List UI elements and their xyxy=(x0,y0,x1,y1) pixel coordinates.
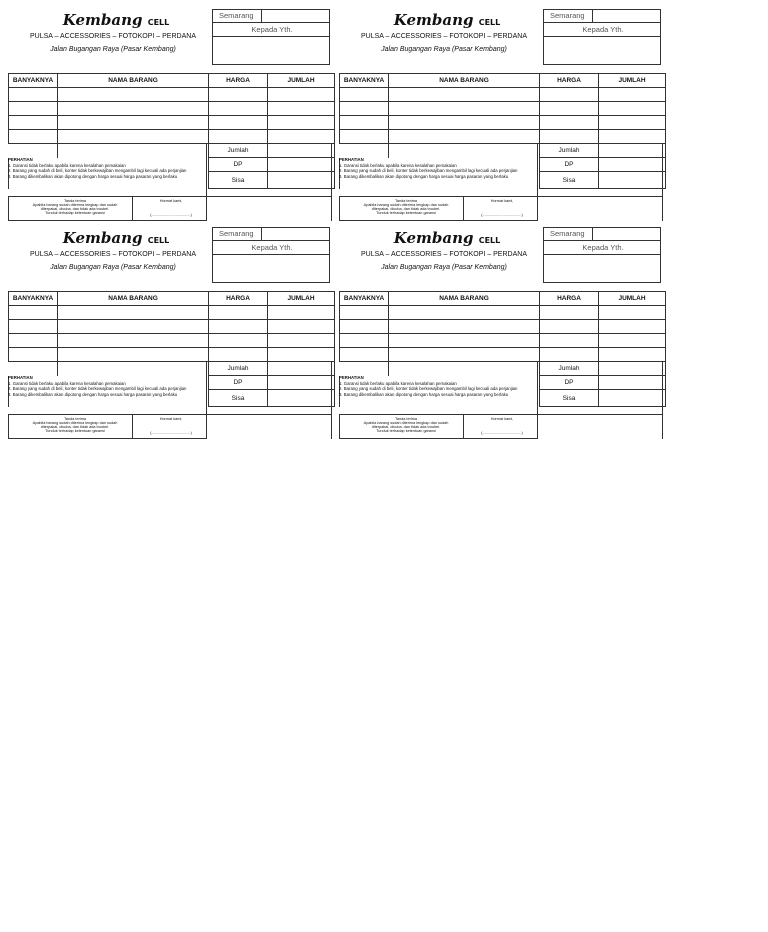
summary-total-row xyxy=(340,362,666,376)
city-label: Semarang xyxy=(550,229,585,238)
header-price: HARGA xyxy=(540,74,599,88)
city-label: Semarang xyxy=(219,11,254,20)
tagline: PULSA – ACCESSORIES – FOTOKOPI – PERDANA xyxy=(361,33,527,40)
summary-dp-label: DP xyxy=(209,158,268,172)
signature-area: Tanda terima Apabila barang sudah diterima lengkap dan sudah diterpakai, dicuba, dan tidak ada troubel. Tunduk terhadap ketentuan garansi Hormat kami, (.....................................) xyxy=(339,415,537,439)
summary-total-label: Jumlah xyxy=(209,362,268,376)
table-row[interactable] xyxy=(9,348,335,362)
table-row[interactable] xyxy=(9,320,335,334)
summary-balance-label: Sisa xyxy=(540,390,599,407)
header-price: HARGA xyxy=(209,292,268,306)
table-row[interactable] xyxy=(340,334,666,348)
to-label: Kepada Yth. xyxy=(582,25,624,34)
table-row[interactable] xyxy=(340,306,666,320)
header-name: NAMA BARANG xyxy=(389,292,540,306)
table-row[interactable] xyxy=(9,116,335,130)
recipient-box[interactable] xyxy=(212,9,330,65)
summary-balance-label: Sisa xyxy=(209,172,268,189)
header-qty: BANYAKNYA xyxy=(9,74,58,88)
tagline: PULSA – ACCESSORIES – FOTOKOPI – PERDANA xyxy=(30,251,196,258)
table-row[interactable] xyxy=(340,320,666,334)
header-price: HARGA xyxy=(540,292,599,306)
table-row[interactable] xyxy=(9,334,335,348)
recipient-box[interactable] xyxy=(543,227,661,283)
brand-logo: Kembang CELL xyxy=(62,229,170,247)
summary-total-label: Jumlah xyxy=(209,144,268,158)
header-qty: BANYAKNYA xyxy=(340,292,389,306)
header-total: JUMLAH xyxy=(268,74,335,88)
header-total: JUMLAH xyxy=(268,292,335,306)
summary-dp-label: DP xyxy=(540,376,599,390)
receipt-top-right xyxy=(339,9,663,221)
brand-logo: Kembang CELL xyxy=(62,11,170,29)
summary-balance-label: Sisa xyxy=(540,172,599,189)
address: Jalan Bugangan Raya (Pasar Kembang) xyxy=(50,264,176,271)
table-row[interactable] xyxy=(9,306,335,320)
table-row[interactable] xyxy=(9,102,335,116)
header-total: JUMLAH xyxy=(599,74,666,88)
city-label: Semarang xyxy=(550,11,585,20)
receipt-bottom-left xyxy=(8,227,332,439)
table-row[interactable] xyxy=(9,130,335,144)
city-label: Semarang xyxy=(219,229,254,238)
brand-logo: Kembang CELL xyxy=(393,229,501,247)
table-row[interactable] xyxy=(340,130,666,144)
recipient-box[interactable] xyxy=(212,227,330,283)
receipt-top-left xyxy=(8,9,332,221)
notes: PERHATIAN 1. Garansi tidak berlaku apabila karena kesalahan pemakaian 2. Barang yang sudah di beli, konter tidak berkewajiban mengambil lagi kecuali ada perjanjian 3. Barang dikembalikan akan dipotong dengan harga sesuai harga pasaran yang berlaku xyxy=(8,375,187,397)
table-row[interactable] xyxy=(340,88,666,102)
header-qty: BANYAKNYA xyxy=(9,292,58,306)
table-row[interactable] xyxy=(9,88,335,102)
summary-balance-label: Sisa xyxy=(209,390,268,407)
brand-logo: Kembang CELL xyxy=(393,11,501,29)
header-name: NAMA BARANG xyxy=(58,292,209,306)
to-label: Kepada Yth. xyxy=(251,243,293,252)
header-name: NAMA BARANG xyxy=(389,74,540,88)
summary-dp-label: DP xyxy=(540,158,599,172)
tagline: PULSA – ACCESSORIES – FOTOKOPI – PERDANA xyxy=(30,33,196,40)
address: Jalan Bugangan Raya (Pasar Kembang) xyxy=(50,46,176,53)
summary-total-row xyxy=(9,144,335,158)
header-price: HARGA xyxy=(209,74,268,88)
summary-total-row xyxy=(9,362,335,376)
receipt-bottom-right xyxy=(339,227,663,439)
notes: PERHATIAN 1. Garansi tidak berlaku apabila karena kesalahan pemakaian 2. Barang yang sudah di beli, konter tidak berkewajiban mengambil lagi kecuali ada perjanjian 3. Barang dikembalikan akan dipotong dengan harga sesuai harga pasaran yang berlaku xyxy=(339,375,518,397)
to-label: Kepada Yth. xyxy=(582,243,624,252)
address: Jalan Bugangan Raya (Pasar Kembang) xyxy=(381,264,507,271)
summary-total-row xyxy=(340,144,666,158)
header-qty: BANYAKNYA xyxy=(340,74,389,88)
tagline: PULSA – ACCESSORIES – FOTOKOPI – PERDANA xyxy=(361,251,527,258)
notes: PERHATIAN 1. Garansi tidak berlaku apabila karena kesalahan pemakaian 2. Barang yang sudah di beli, konter tidak berkewajiban mengambil lagi kecuali ada perjanjian 3. Barang dikembalikan akan dipotong dengan harga sesuai harga pasaran yang berlaku xyxy=(339,157,518,179)
address: Jalan Bugangan Raya (Pasar Kembang) xyxy=(381,46,507,53)
signature-area: Tanda terima Apabila barang sudah diterima lengkap dan sudah diterpakai, dicuba, dan tidak ada troubel. Tunduk terhadap ketentuan garansi Hormat kami, (.....................................) xyxy=(339,197,537,221)
summary-total-label: Jumlah xyxy=(540,144,599,158)
signature-area: Tanda terima Apabila barang sudah diterima lengkap dan sudah diterpakai, dicuba, dan tidak ada troubel. Tunduk terhadap ketentuan garansi Hormat kami, (.....................................) xyxy=(8,415,206,439)
table-row[interactable] xyxy=(340,116,666,130)
header-total: JUMLAH xyxy=(599,292,666,306)
recipient-box[interactable] xyxy=(543,9,661,65)
to-label: Kepada Yth. xyxy=(251,25,293,34)
notes: PERHATIAN 1. Garansi tidak berlaku apabila karena kesalahan pemakaian 2. Barang yang sudah di beli, konter tidak berkewajiban mengambil lagi kecuali ada perjanjian 3. Barang dikembalikan akan dipotong dengan harga sesuai harga pasaran yang berlaku xyxy=(8,157,187,179)
summary-total-label: Jumlah xyxy=(540,362,599,376)
signature-area: Tanda terima Apabila barang sudah diterima lengkap dan sudah diterpakai, dicuba, dan tidak ada troubel. Tunduk terhadap ketentuan garansi Hormat kami, (.....................................) xyxy=(8,197,206,221)
table-row[interactable] xyxy=(340,102,666,116)
header-name: NAMA BARANG xyxy=(58,74,209,88)
table-row[interactable] xyxy=(340,348,666,362)
summary-dp-label: DP xyxy=(209,376,268,390)
